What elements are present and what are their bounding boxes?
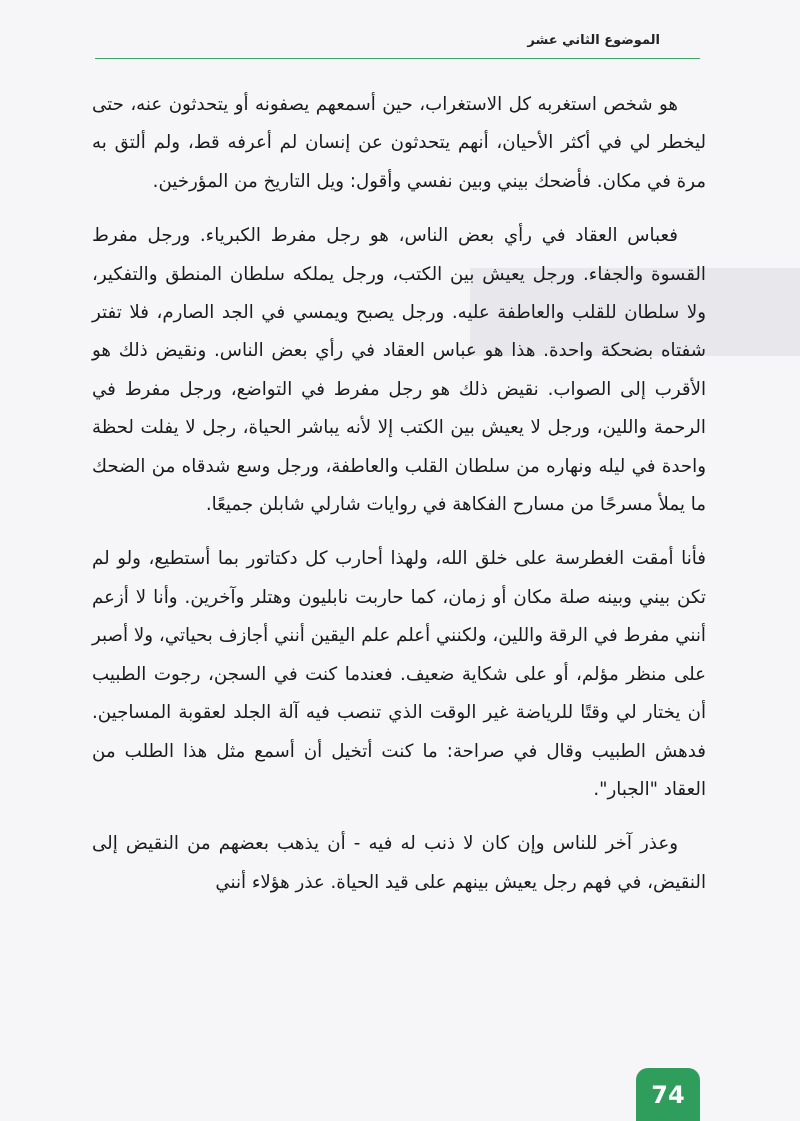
paragraph-1: هو شخص استغربه كل الاستغراب، حين أسمعهم يصفونه أو يتحدثون عنه، حتى ليخطر لي في أكثر الأحيان، أنهم يتحدثون عن إنسان لم أعرفه قط، ولم ألتق به مرة في مكان. فأضحك بيني وبين نفسي وأقول: ويل التاريخ من المؤرخين.	[92, 94, 706, 192]
paragraph-3: فأنا أمقت الغطرسة على خلق الله، ولهذا أحارب كل دكتاتور بما أستطيع، ولو لم تكن بيني وبينه صلة مكان أو زمان، كما حاربت نابليون وهتلر وآخرين. وأنا لا أزعم أنني مفرط في الرقة واللين، ولكنني أعلم علم اليقين أنني أجازف بحياتي، ولا أصبر على منظر مؤلم، أو على شكاية ضعيف. فعندما كنت في السجن، رجوت الطبيب أن يختار لي وقتًا للرياضة غير الوقت الذي تنصب فيه آلة الجلد لعقوبة المساجين. فدهش الطبيب وقال في صراحة: ما كنت أتخيل أن أسمع مثل هذا الطلب من العقاد "الجبار".	[92, 548, 706, 800]
page-header	[0, 0, 800, 62]
body-text	[92, 86, 706, 918]
chapter-title: الموضوع الثاني عشر	[527, 33, 660, 48]
paragraph-2: فعباس العقاد في رأي بعض الناس، هو رجل مفرط الكبرياء. ورجل مفرط القسوة والجفاء. ورجل يعيش بين الكتب، ورجل يملكه سلطان المنطق والتفكير، ولا سلطان للقلب والعاطفة عليه. ورجل يصبح ويمسي في الجد الصارم، فلا تفتر شفتاه بضحكة واحدة. هذا هو عباس العقاد في رأي بعض الناس. ونقيض ذلك هو الأقرب إلى الصواب. نقيض ذلك هو رجل مفرط في التواضع، ورجل مفرط في الرحمة واللين، ورجل لا يعيش بين الكتب إلا لأنه يباشر الحياة، رجل لا يفلت لحظة واحدة في ليله ونهاره من سلطان القلب والعاطفة، ورجل وسع شدقاه من الضحك ما يملأ مسرحًا من مسارح الفكاهة في روايات شارلي شابلن جميعًا.	[92, 225, 706, 516]
header-divider	[95, 58, 700, 59]
page-number-badge: 74	[636, 1068, 700, 1121]
paragraph-4: وعذر آخر للناس وإن كان لا ذنب له فيه - أن يذهب بعضهم من النقيض إلى النقيض، في فهم رجل يعيش بينهم على قيد الحياة. عذر هؤلاء أنني	[92, 833, 706, 893]
